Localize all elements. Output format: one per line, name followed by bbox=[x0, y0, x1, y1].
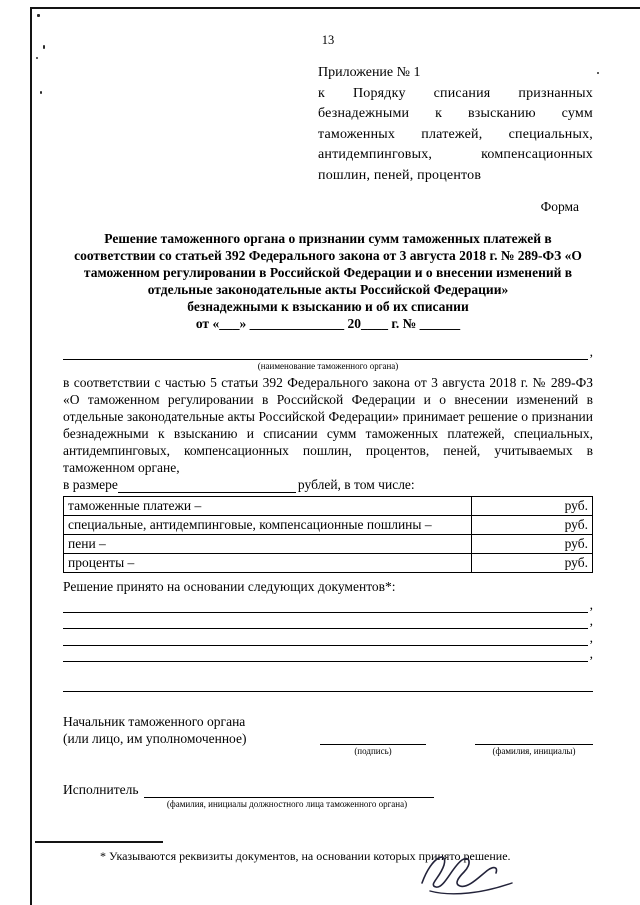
amount-prefix: в размере bbox=[63, 477, 118, 492]
fill-line bbox=[63, 661, 588, 662]
signature-fill-line bbox=[320, 713, 426, 745]
scan-artifact bbox=[40, 91, 42, 94]
fill-line bbox=[63, 612, 588, 613]
scan-border-left bbox=[30, 7, 32, 905]
appendix-description: к Порядку списания признанных безнадежными к взысканию сумм таможенных платежей, специальных, антидемпинговых, компенсационных пошлин, пеней, процентов bbox=[318, 85, 593, 183]
amount-fill-line bbox=[118, 492, 296, 493]
amount-unit-cell: руб. bbox=[472, 535, 593, 554]
table-row bbox=[64, 516, 593, 535]
page-number: 13 bbox=[321, 33, 335, 47]
scan-artifact bbox=[36, 57, 38, 59]
org-line-comma: , bbox=[589, 344, 593, 359]
executor-row bbox=[63, 780, 593, 798]
scan-artifact bbox=[597, 72, 599, 74]
signature-ink bbox=[412, 845, 527, 900]
document-content bbox=[63, 0, 593, 809]
amount-suffix: рублей, в том числе: bbox=[297, 477, 415, 492]
decision-paragraph: в соответствии с частью 5 статьи 392 Федерального закона от 3 августа 2018 г. № 289-ФЗ «О таможенном регулировании в Российской Федерации и о внесении изменений в отдельные законодательные акты Российской Федерации» принимает решение о признании безнадежными к взысканию и списании сумм таможенных платежей, специальных, антидемпинговых, компенсационных пошлин, процентов, пеней, учитываемых в таможенном органе, bbox=[63, 375, 593, 475]
amount-label-cell: пени – bbox=[64, 535, 472, 554]
name-fill-line bbox=[475, 713, 593, 745]
fill-in-line bbox=[63, 596, 593, 613]
fill-in-line bbox=[63, 629, 593, 646]
signature-field bbox=[320, 713, 426, 756]
amount-label-cell: специальные, антидемпинговые, компенсационные пошлины – bbox=[64, 516, 472, 535]
table-row bbox=[64, 535, 593, 554]
document-title bbox=[63, 230, 593, 332]
fill-in-line bbox=[63, 675, 593, 692]
appendix-number: Приложение № 1 bbox=[318, 65, 421, 80]
executor-label: Исполнитель bbox=[63, 781, 139, 797]
fill-in-line bbox=[63, 646, 593, 663]
fill-line bbox=[63, 628, 588, 629]
title-main: Решение таможенного органа о признании сумм таможенных платежей в соответствии со статьей 392 Федерального закона от 3 августа 2018 г. № 289-ФЗ «О таможенном регулировании в Российской Федерации и о внесении изменений в отдельные законодательные акты Российской Федерации» bbox=[74, 231, 582, 297]
fill-in-line bbox=[63, 613, 593, 630]
title-date-number-line: от «___» ______________ 20____ г. № ______ bbox=[195, 316, 461, 331]
footnote-text: * Указываются реквизиты документов, на основании которых принято решение. bbox=[100, 849, 511, 863]
name-field bbox=[475, 713, 593, 756]
basis-documents-label: Решение принято на основании следующих документов*: bbox=[63, 579, 396, 594]
appendix-header bbox=[318, 63, 593, 186]
fill-line bbox=[63, 691, 593, 692]
amount-unit-cell: руб. bbox=[472, 497, 593, 516]
org-name-fill-line bbox=[63, 359, 588, 360]
name-caption: (фамилия, инициалы) bbox=[492, 745, 576, 756]
line-comma: , bbox=[589, 629, 593, 645]
scan-artifact bbox=[43, 45, 45, 49]
signer-title-line2: (или лицо, им уполномоченное) bbox=[63, 730, 247, 746]
line-comma: , bbox=[589, 646, 593, 661]
title-secondary: безнадежными к взысканию и об их списании bbox=[187, 299, 469, 314]
table-row bbox=[64, 497, 593, 516]
table-row bbox=[64, 554, 593, 573]
footnote-separator bbox=[35, 841, 163, 843]
signature-caption: (подпись) bbox=[354, 745, 392, 756]
amount-label-cell: таможенные платежи – bbox=[64, 497, 472, 516]
amount-label-cell: проценты – bbox=[64, 554, 472, 573]
form-label: Форма bbox=[540, 199, 579, 214]
fill-line bbox=[63, 645, 588, 646]
signature-block bbox=[63, 713, 593, 756]
amount-unit-cell: руб. bbox=[472, 554, 593, 573]
executor-caption: (фамилия, инициалы должностного лица таможенного органа) bbox=[166, 798, 408, 809]
amount-blank-line bbox=[63, 476, 593, 493]
line-comma: , bbox=[589, 613, 593, 628]
scan-artifact bbox=[37, 14, 40, 17]
org-name-caption: (наименование таможенного органа) bbox=[257, 361, 399, 371]
signer-title bbox=[63, 713, 320, 747]
line-comma: , bbox=[589, 596, 593, 612]
amount-unit-cell: руб. bbox=[472, 516, 593, 535]
handwritten-signature bbox=[412, 845, 527, 904]
org-name-blank-line bbox=[63, 343, 593, 360]
executor-fill-line bbox=[144, 797, 434, 798]
signer-title-line1: Начальник таможенного органа bbox=[63, 713, 246, 729]
amounts-table bbox=[63, 496, 593, 573]
